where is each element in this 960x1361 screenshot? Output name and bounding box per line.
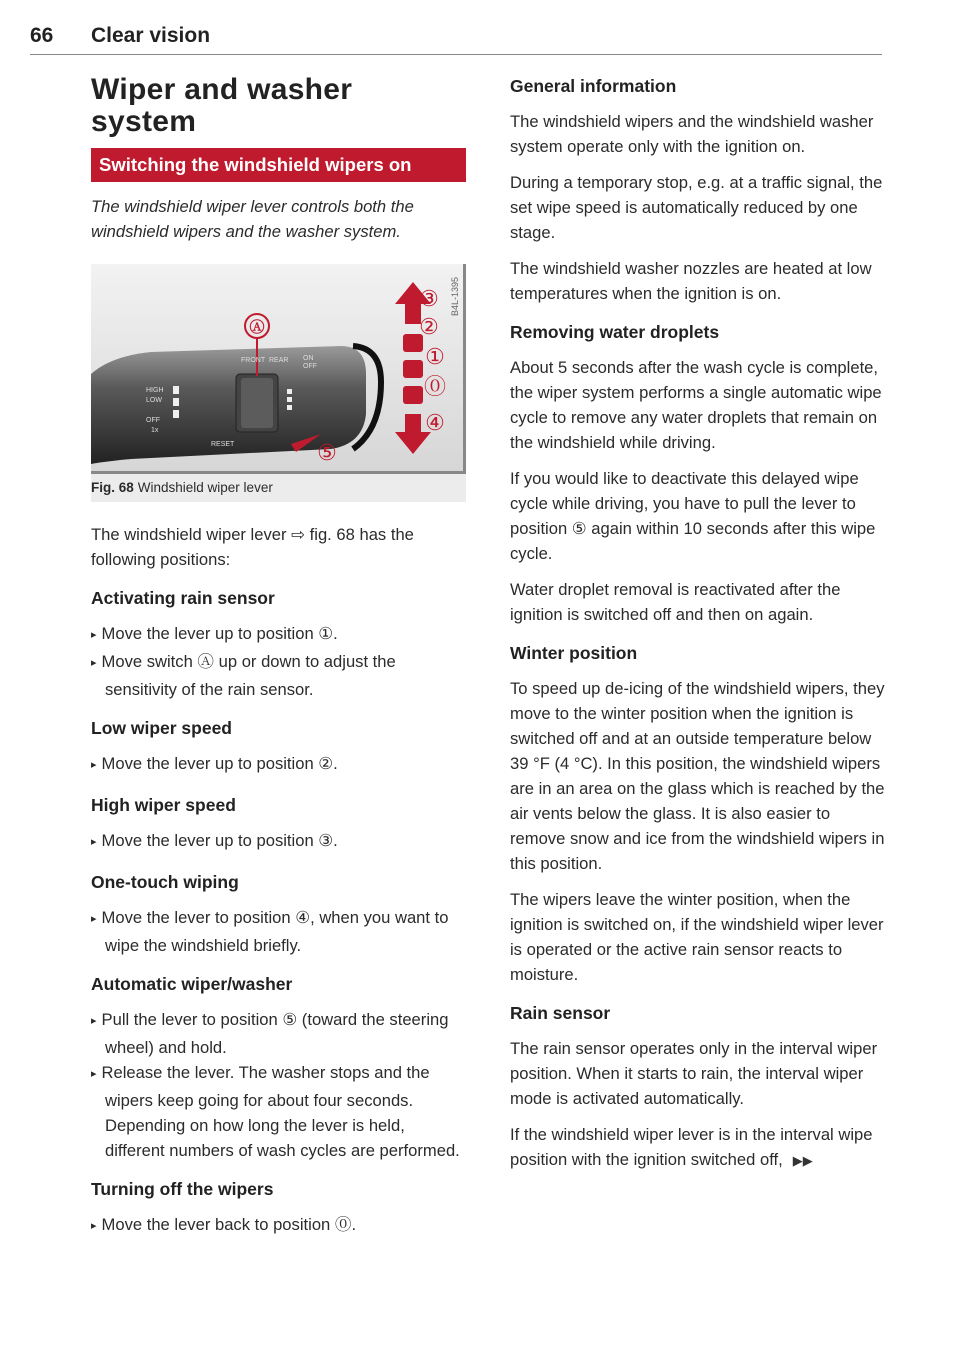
paragraph: The windshield wipers and the windshield washer system operate only with the ignition on. [510, 112, 874, 156]
section-title: Automatic wiper/washer [91, 974, 293, 994]
bullet-item: ▸ Pull the lever to position ⑤ (toward the steering wheel) and hold. [91, 1007, 466, 1060]
intro-text: The windshield wiper lever controls both the windshield wipers and the washer system. [91, 197, 414, 241]
paragraph: To speed up de-icing of the windshield wipers, they move to the winter position when the ignition is switched off and at an outside temperature below 39 °F (4 °C). In this position, the windshield wipers are in an area on the glass which is reached by the air vents below the glass. It is also easier to remove snow and ice from the windshield wipers in this position. [510, 679, 885, 873]
lever-text-on: ON [303, 355, 314, 362]
paragraph-last [510, 1122, 885, 1173]
lever-text-low: LOW [146, 397, 162, 404]
section-high-speed [91, 793, 466, 856]
label-pos-3: ③ [419, 286, 439, 311]
bullet-item: ▸ Move the lever to position ④, when you want to wipe the windshield briefly. [91, 905, 466, 958]
paragraph: The rain sensor operates only in the interval wiper position. When it starts to rain, the interval wiper mode is activated automatically. [510, 1039, 878, 1108]
lever-text-reset: RESET [211, 441, 235, 448]
paragraph: During a temporary stop, e.g. at a traffic signal, the set wipe speed is automatically reduced by one stage. [510, 173, 883, 242]
paragraph-last-text: If the windshield wiper lever is in the interval wipe position with the ignition switched off, [510, 1125, 873, 1169]
paragraph: The wipers leave the winter position, when the ignition is switched on, if the windshield wiper lever is operated or the active rain sensor reacts to moisture. [510, 890, 884, 984]
figure-wiper-lever [91, 264, 466, 474]
continue-arrow-icon: ▶▶ [792, 1153, 813, 1168]
title-line-2: system [91, 105, 197, 138]
section-turn-off [91, 1177, 466, 1240]
label-pos-4: ④ [425, 410, 445, 435]
section-title: Activating rain sensor [91, 588, 275, 608]
label-a: Ⓐ [249, 319, 265, 336]
bullet-item: ▸ Move the lever back to position ⓪. [91, 1212, 466, 1240]
section-title: Removing water droplets [510, 322, 720, 342]
lever-text-high: HIGH [146, 387, 164, 394]
section-rain-sensor [91, 586, 466, 702]
section-low-speed [91, 716, 466, 779]
label-pos-1: ① [425, 344, 445, 369]
title-line-1: Wiper and washer [91, 73, 353, 106]
paragraph: If you would like to deactivate this delayed wipe cycle while driving, you have to pull the lever to position ⑤ again within 10 seconds after this wipe cycle. [510, 469, 876, 563]
label-pos-0: ⓪ [423, 374, 447, 399]
bullet-item: ▸ Move the lever up to position ①. [91, 621, 466, 649]
topic-banner: Switching the windshield wipers on [91, 148, 466, 182]
section-title: One-touch wiping [91, 872, 239, 892]
page-number: 66 [30, 24, 54, 47]
figure-caption-text: Windshield wiper lever [137, 480, 273, 495]
figure-code: B4L-1395 [450, 276, 460, 316]
bullet-item: ▸ Move the lever up to position ③. [91, 828, 466, 856]
label-pos-2: ② [419, 314, 439, 339]
positions-intro: The windshield wiper lever ⇨ fig. 68 has the following positions: [91, 525, 414, 569]
section-title: High wiper speed [91, 795, 236, 815]
wiper-lever-illustration [91, 264, 466, 474]
figure-caption [91, 474, 466, 502]
lever-text-rear: REAR [269, 357, 289, 364]
lever-text-off2: OFF [146, 417, 160, 424]
lever-text-1x: 1x [151, 427, 159, 434]
section-title: Rain sensor [510, 1003, 611, 1023]
section-auto-washer [91, 972, 466, 1163]
section-one-touch [91, 870, 466, 958]
section-title: Low wiper speed [91, 718, 232, 738]
lever-text-off: OFF [303, 363, 317, 370]
page-title [91, 74, 466, 138]
left-column [91, 74, 466, 1252]
section-title: Turning off the wipers [91, 1179, 274, 1199]
label-pos-5: ⑤ [317, 440, 337, 465]
bullet-item: ▸ Move switch Ⓐ up or down to adjust the sensitivity of the rain sensor. [91, 649, 466, 702]
bullet-item: ▸ Move the lever up to position ②. [91, 751, 466, 779]
paragraph: Water droplet removal is reactivated after the ignition is switched off and then on again. [510, 580, 841, 624]
section-title: General information [510, 76, 677, 96]
page-header [30, 24, 882, 55]
bullet-item: ▸ Release the lever. The washer stops and the wipers keep going for about four seconds. Depending on how long the lever is held, different numbers of wash cycles are performed. [91, 1060, 466, 1163]
paragraph: The windshield washer nozzles are heated at low temperatures when the ignition is on. [510, 259, 872, 303]
figure-caption-label: Fig. 68 [91, 480, 134, 495]
section-title: Winter position [510, 643, 638, 663]
right-column [510, 74, 885, 1184]
section-title: Clear vision [91, 24, 211, 47]
lever-text-front: FRONT [241, 357, 266, 364]
paragraph: About 5 seconds after the wash cycle is complete, the wiper system performs a single automatic wipe cycle to remove any water droplets that remain on the windshield while driving. [510, 358, 882, 452]
